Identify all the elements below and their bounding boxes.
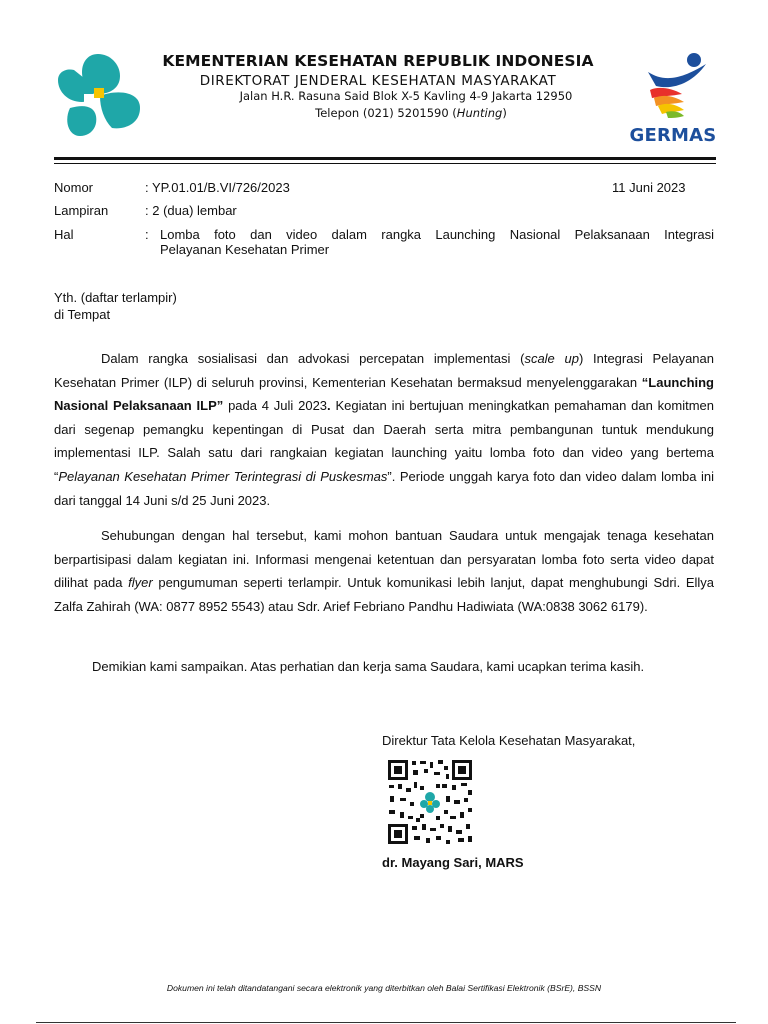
signatory-name: dr. Mayang Sari, MARS bbox=[382, 855, 524, 870]
ministry-name: KEMENTERIAN KESEHATAN REPUBLIK INDONESIA bbox=[162, 52, 594, 70]
letter-date: 11 Juni 2023 bbox=[612, 180, 686, 195]
nomor-value: : YP.01.01/B.VI/726/2023 bbox=[145, 180, 290, 195]
germas-figure-icon bbox=[628, 50, 718, 118]
lampiran-label: Lampiran bbox=[54, 203, 109, 218]
body-paragraph-1: Dalam rangka sosialisasi dan advokasi percepatan implementasi (scale up) Integrasi Pelayanan Kesehatan Primer (ILP) di seluruh provinsi, Kementerian Kesehatan bermaksud menyelenggarakan “Launching Nasional Pelaksanaan ILP” pada 4 Juli 2023. Kegiatan ini bertujuan meningkatkan pemahaman dan komitmen dari segenap pemangku kepentingan di Pusat dan Daerah serta mitra pembangunan tuntuk mendukung implementasi ILP. Salah satu dari rangkaian kegiatan launching yaitu lomba foto dan video yang bertema “Pelayanan Kesehatan Primer Terintegrasi di Puskesmas”. Periode unggah karya foto dan video dalam lomba ini dari tanggal 14 Juni s/d 25 Juni 2023. bbox=[54, 351, 714, 508]
addressee-line2: di Tempat bbox=[54, 307, 111, 322]
hal-label: Hal bbox=[54, 227, 74, 242]
footer-rule bbox=[36, 1022, 736, 1023]
signatory-title: Direktur Tata Kelola Kesehatan Masyarakat, bbox=[382, 733, 636, 748]
qr-code-icon bbox=[386, 758, 474, 846]
hal-value-line2: Pelayanan Kesehatan Primer bbox=[160, 242, 330, 257]
electronic-signature-note: Dokumen ini telah ditandatangani secara elektronik yang diterbitkan oleh Balai Sertifikasi Elektronik (BSrE), BSSN bbox=[166, 983, 602, 993]
ministry-phone: Telepon (021) 5201590 (Hunting) bbox=[315, 106, 507, 120]
directorate-name: DIREKTORAT JENDERAL KESEHATAN MASYARAKAT bbox=[199, 73, 557, 89]
germas-logo-text: GERMAS bbox=[629, 125, 717, 146]
addressee-line1: Yth. (daftar terlampir) bbox=[54, 290, 177, 305]
header-rule-thin bbox=[54, 163, 716, 164]
header-rule-thick bbox=[54, 157, 716, 160]
ministry-address: Jalan H.R. Rasuna Said Blok X-5 Kavling 4-9 Jakarta 12950 bbox=[239, 89, 573, 103]
nomor-label: Nomor bbox=[54, 180, 94, 195]
germas-logo bbox=[628, 50, 718, 146]
kemenkes-logo bbox=[54, 50, 144, 138]
body-paragraph-2: Sehubungan dengan hal tersebut, kami mohon bantuan Saudara untuk mengajak tenaga kesehatan berpartisipasi dalam kegiatan ini. Informasi mengenai ketentuan dan persyaratan lomba foto serta video dapat dilihat pada flyer pengumuman seperti terlampir. Untuk komunikasi lebih lanjut, dapat menghubungi Sdri. Ellya Zalfa Zahirah (WA: 0877 8952 5543) atau Sdr. Arief Febriano Pandhu Hadiwiata (WA:0838 3062 6179). bbox=[54, 528, 714, 614]
lampiran-value: : 2 (dua) lembar bbox=[145, 203, 237, 218]
hal-value-line1: Lomba foto dan video dalam rangka Launching Nasional Pelaksanaan Integrasi bbox=[160, 227, 714, 242]
hal-colon: : bbox=[145, 227, 149, 242]
closing-paragraph: Demikian kami sampaikan. Atas perhatian dan kerja sama Saudara, kami ucapkan terima kasih. bbox=[92, 659, 645, 674]
